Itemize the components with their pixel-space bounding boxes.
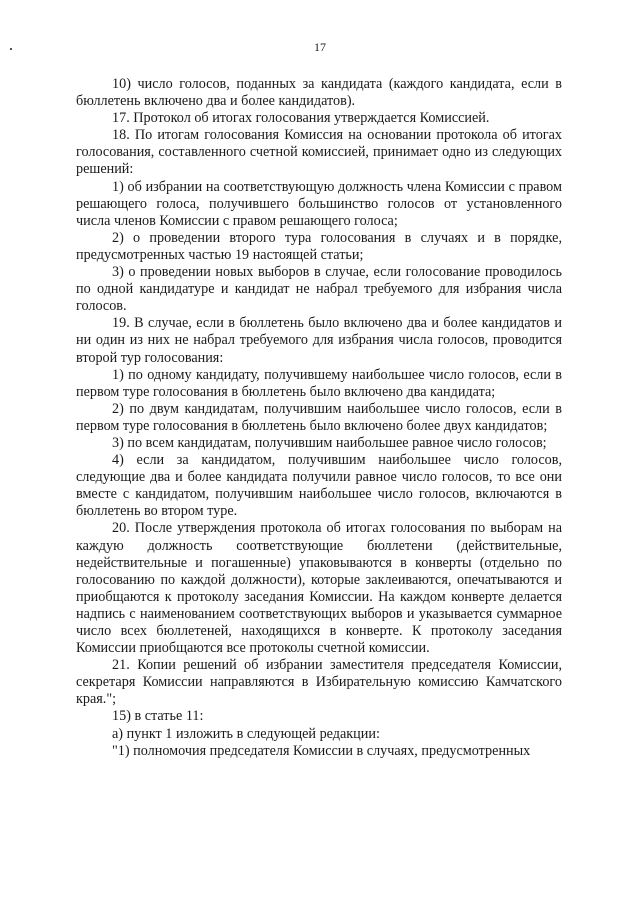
paragraph-part-19: 19. В случае, если в бюллетень было включено два и более кандидатов и ни один из них не набрал требуемого для избрания числа голосов, проводится второй тур голосования: (76, 315, 562, 366)
paragraph-part-19-item-2: 2) по двум кандидатам, получившим наибольшее число голосов, если в первом туре голосования в бюллетень было включено более двух кандидатов; (76, 400, 562, 434)
paragraph-part-17: 17. Протокол об итогах голосования утверждается Комиссией. (112, 110, 490, 127)
paragraph-part-18: 18. По итогам голосования Комиссия на основании протокола об итогах голосования, составленного счетной комиссией, принимает одно из следующих решений: (76, 127, 562, 178)
paragraph-part-18-item-1: 1) об избрании на соответствующую должность члена Комиссии с правом решающего голоса, получившего большинство голосов от установленного числа членов Комиссии с правом решающего голоса; (76, 178, 562, 229)
paragraph-article-11-item-1: "1) полномочия председателя Комиссии в случаях, предусмотренных (112, 742, 531, 759)
document-body (76, 76, 562, 760)
paragraph-part-18-item-3: 3) о проведении новых выборов в случае, если голосование проводилось по одной кандидатуре и кандидат не набрал требуемого для избрания числа голосов. (76, 264, 562, 315)
paragraph-part-21: 21. Копии решений об избрании заместителя председателя Комиссии, секретаря Комиссии направляются в Избирательную комиссию Камчатского края."; (76, 657, 562, 708)
paragraph-part-19-item-4: 4) если за кандидатом, получившим наибольшее число голосов, следующие два и более кандидата получили равное число голосов, то все они вместе с кандидатом, получившим наибольшее число голосов, включаются в бюллетень во втором туре. (76, 452, 562, 520)
paragraph-amendment-15: 15) в статье 11: (112, 708, 204, 725)
paragraph-part-19-item-1: 1) по одному кандидату, получившему наибольшее число голосов, если в первом туре голосования в бюллетень было включено два кандидата; (76, 366, 562, 400)
paragraph-item-10: 10) число голосов, поданных за кандидата (каждого кандидата, если в бюллетень включено два и более кандидатов). (76, 76, 562, 110)
paragraph-part-20: 20. После утверждения протокола об итогах голосования по выборам на каждую должность соответствующие бюллетени (действительные, недействительные и погашенные) упаковываются в конверты (отдельно по голосованию по каждой должности), которые заклеиваются, опечатываются и приобщаются к протоколу заседания Комиссии. На каждом конверте делается надпись с наименованием соответствующих выборов и указывается суммарное число всех бюллетеней, находящихся в конверте. К протоколу заседания Комиссии приобщаются все протоколы счетной комиссии. (76, 520, 562, 657)
paragraph-part-19-item-3: 3) по всем кандидатам, получившим наибольшее равное число голосов; (112, 434, 547, 451)
paragraph-amendment-15-a: а) пункт 1 изложить в следующей редакции: (112, 725, 380, 742)
paragraph-part-18-item-2: 2) о проведении второго тура голосования в случаях и в порядке, предусмотренных частью 19 настоящей статьи; (76, 229, 562, 263)
page-number: 17 (314, 40, 326, 54)
